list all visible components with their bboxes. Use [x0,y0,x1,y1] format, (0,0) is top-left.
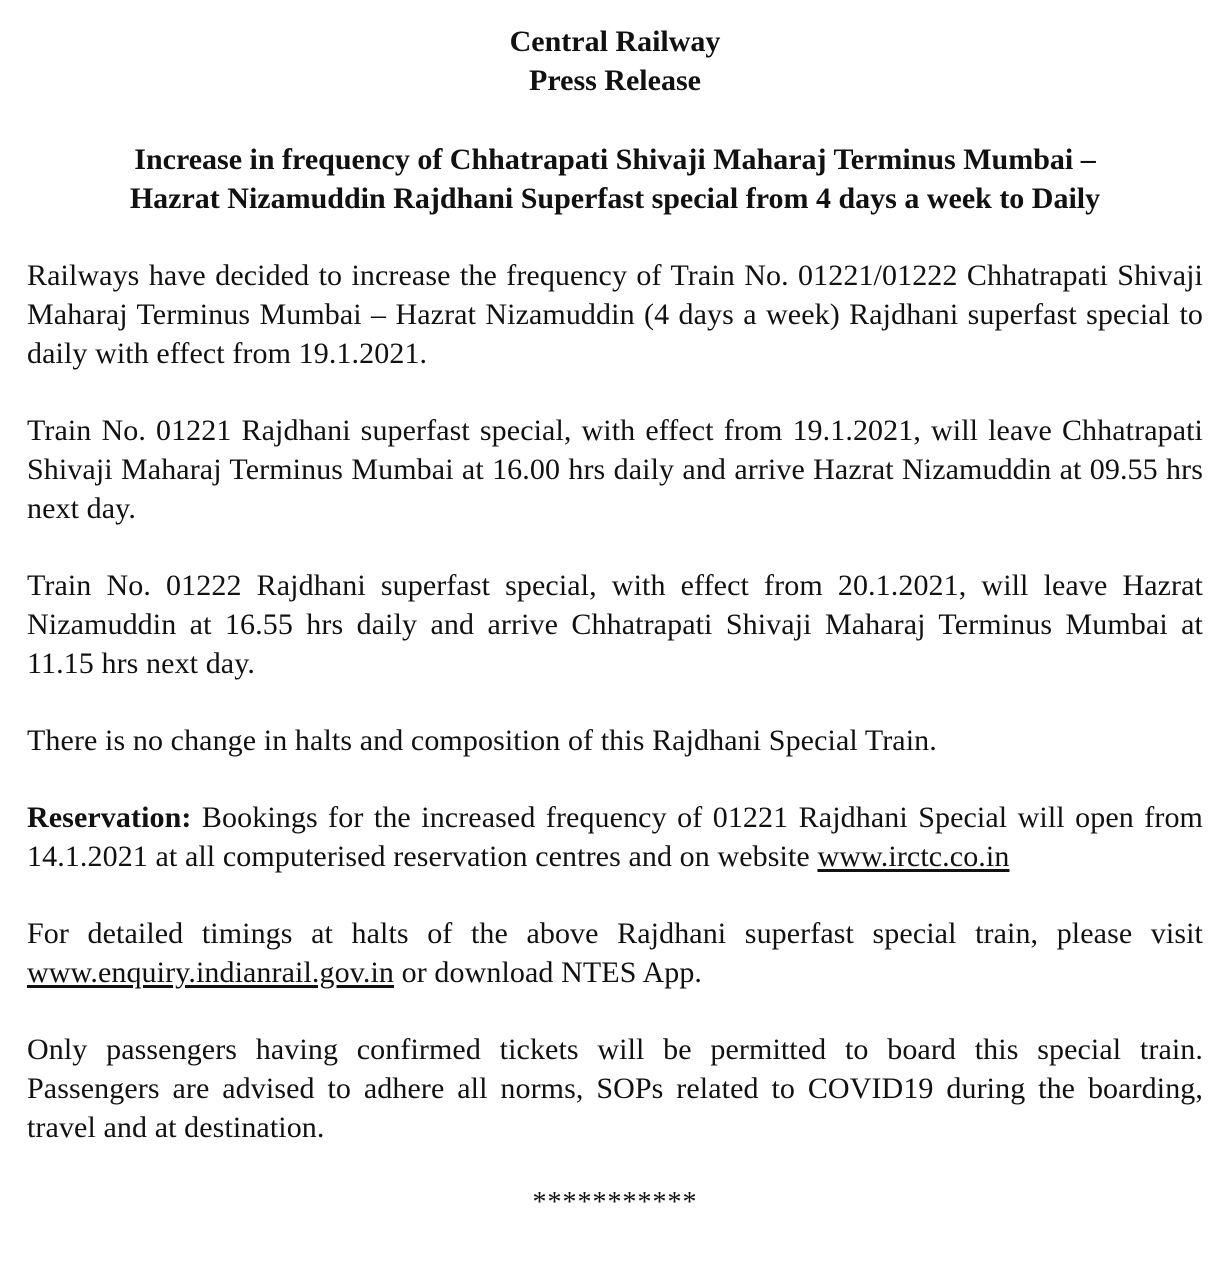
timings-text-before: For detailed timings at halts of the above Rajdhani superfast special train, please visit [27,917,1203,950]
irctc-link[interactable]: www.irctc.co.in [817,840,1010,873]
reservation-label: Reservation: [27,801,192,834]
paragraph-detailed-timings [27,914,1203,992]
end-separator: *********** [532,1187,698,1218]
paragraph-confirmed-tickets: Only passengers having confirmed tickets will be permitted to board this special train. Passengers are advised to adhere all norms, SOPs related to COVID19 during the boarding, travel and at destination. [27,1033,1203,1144]
paragraph-train-01222: Train No. 01222 Rajdhani superfast special, with effect from 20.1.2021, will leave Hazrat Nizamuddin at 16.55 hrs daily and arrive Chhatrapati Shivaji Maharaj Terminus Mumbai at 11.15 hrs next day. [27,569,1203,680]
press-release-document [27,22,1203,1222]
document-type: Press Release [529,64,701,97]
paragraph-reservation [27,798,1203,876]
organization-name: Central Railway [509,25,721,58]
paragraph-train-01221: Train No. 01221 Rajdhani superfast special, with effect from 19.1.2021, will leave Chhatrapati Shivaji Maharaj Terminus Mumbai at 16.00 hrs daily and arrive Hazrat Nizamuddin at 09.55 hrs next day. [27,414,1203,525]
timings-text-after: or download NTES App. [394,956,703,989]
enquiry-link[interactable]: www.enquiry.indianrail.gov.in [27,956,394,989]
headline [27,140,1203,218]
headline-line-1: Increase in frequency of Chhatrapati Shivaji Maharaj Terminus Mumbai – [134,143,1096,176]
reservation-text: Bookings for the increased frequency of 01221 Rajdhani Special will open from 14.1.2021 at all computerised reservation centres and on website [27,801,1203,873]
headline-line-2: Hazrat Nizamuddin Rajdhani Superfast special from 4 days a week to Daily [129,182,1101,215]
paragraph-frequency-decision: Railways have decided to increase the frequency of Train No. 01221/01222 Chhatrapati Shivaji Maharaj Terminus Mumbai – Hazrat Nizamuddin (4 days a week) Rajdhani superfast special to daily with effect from 19.1.2021. [27,259,1203,370]
paragraph-halts-composition: There is no change in halts and composition of this Rajdhani Special Train. [27,724,937,757]
